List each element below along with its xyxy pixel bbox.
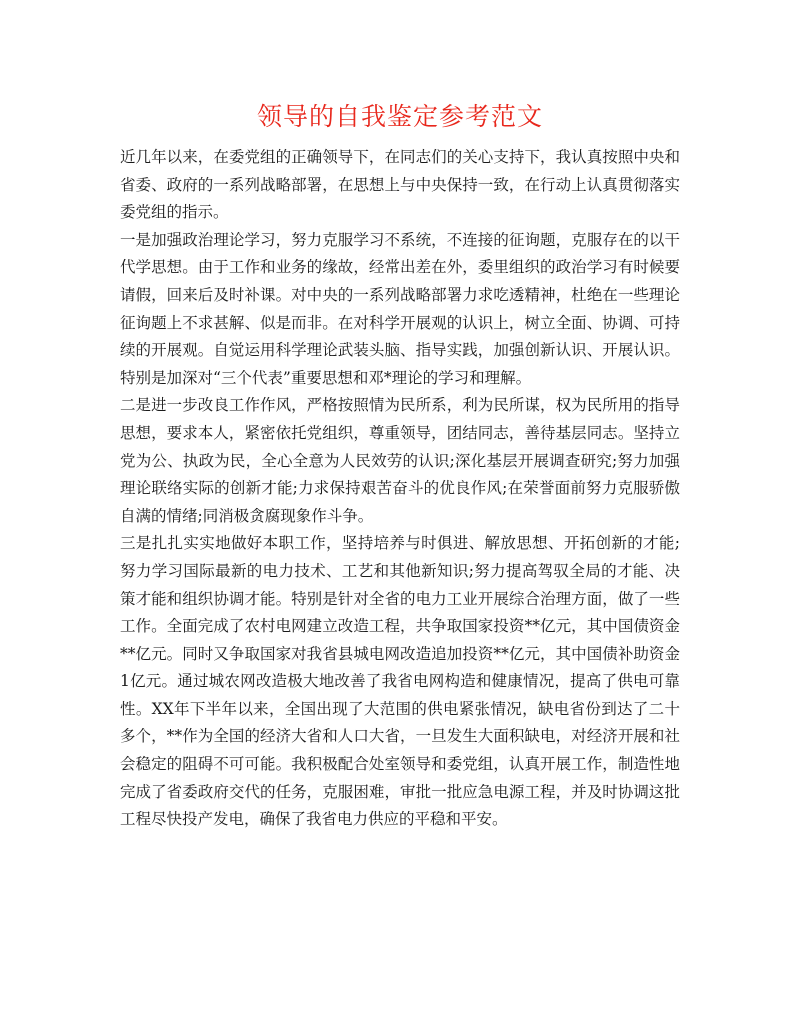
document-title: 领导的自我鉴定参考范文 bbox=[256, 102, 543, 131]
paragraph-political-study: 一是加强政治理论学习，努力克服学习不系统，不连接的征询题，克服存在的以干代学思想。由于工作和业务的缘故，经常出差在外，委里组织的政治学习有时候要请假，回来后及时补课。对中央的一系列战略部署力求吃透精神，杜绝在一些理论征询题上不求甚解、似是而非。在对科学开展观的认识上，树立全面、协调、可持续的开展观。自觉运用科学理论武装头脑、指导实践，加强创新认识、开展认识。特别是加深对“三个代表”重要思想和邓*理论的学习和理解。 bbox=[120, 230, 680, 387]
paragraph-intro: 近几年以来，在委党组的正确领导下，在同志们的关心支持下，我认真按照中央和省委、政府的一系列战略部署，在思想上与中央保持一致，在行动上认真贯彻落实委党组的指示。 bbox=[120, 148, 680, 222]
paragraph-duties: 三是扎扎实实地做好本职工作，坚持培养与时俱进、解放思想、开拓创新的才能;努力学习国际最新的电力技术、工艺和其他新知识;努力提高驾驭全局的才能、决策才能和组织协调才能。特别是针对全省的电力工业开展综合治理方面，做了一些工作。全面完成了农村电网建立改造工程，共争取国家投资**亿元，其中国债资金**亿元。同时又争取国家对我省县城电网改造追加投资**亿元，其中国债补助资金1亿元。通过城农网改造极大地改善了我省电网构造和健康情况，提高了供电可靠性。XX年下半年以来，全国出现了大范围的供电紧张情况，缺电省份到达了二十多个，**作为全国的经济大省和人口大省，一旦发生大面积缺电，对经济开展和社会稳定的阻碍不可可能。我积极配合处室领导和委党组，认真开展工作，制造性地完成了省委政府交代的任务，克服困难，审批一批应急电源工程，并及时协调这批工程尽快投产发电，确保了我省电力供应的平稳和平安。 bbox=[120, 534, 680, 829]
paragraph-work-style: 二是进一步改良工作作风，严格按照情为民所系，利为民所谋，权为民所用的指导思想，要求本人，紧密依托党组织，尊重领导，团结同志，善待基层同志。坚持立党为公、执政为民，全心全意为人民效劳的认识;深化基层开展调查研究;努力加强理论联络实际的创新才能;力求保持艰苦奋斗的优良作风;在荣誉面前努力克服骄傲自满的情绪;同消极贪腐现象作斗争。 bbox=[120, 396, 680, 525]
document-page bbox=[120, 100, 680, 834]
